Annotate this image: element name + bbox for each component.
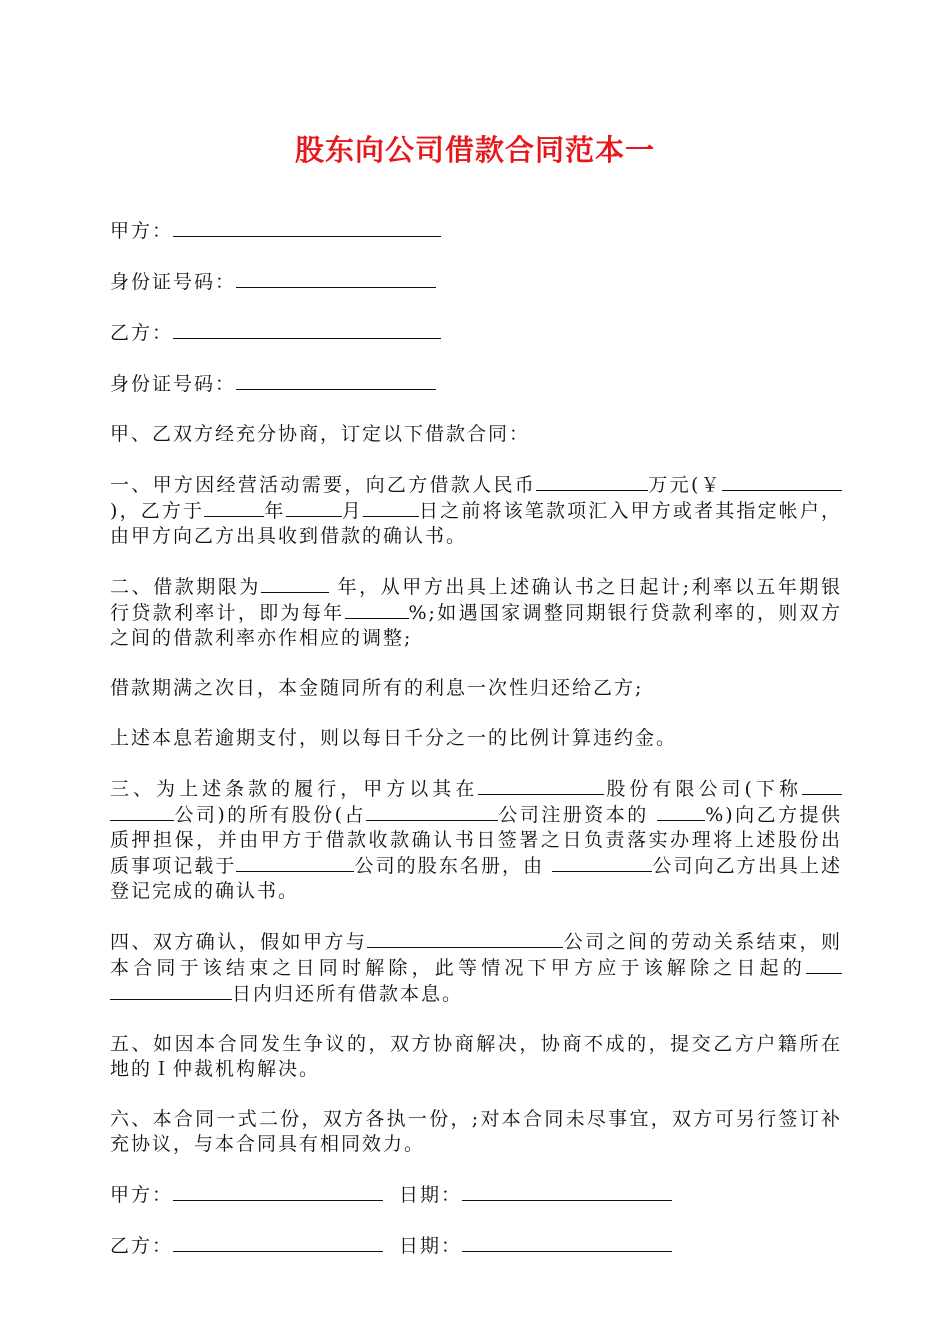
intro-paragraph: 甲、乙双方经充分协商，订定以下借款合同： [110,423,531,445]
party-b-field: 乙方： [110,320,842,346]
document-title: 股东向公司借款合同范本一 [294,133,655,167]
clause-5: 五、如因本合同发生争议的，双方协商解决，协商不成的，提交乙方户籍所在地的Ｉ仲裁机构解决。 [110,1033,842,1080]
party-b-id-field: 身份证号码： [110,371,842,397]
penalty-paragraph: 上述本息若逾期支付，则以每日千分之一的比例计算违约金。 [110,727,678,749]
signature-line-party-b: 乙方： 日期： [110,1233,842,1259]
signature-line-party-a: 甲方： 日期： [110,1182,842,1208]
party-a-date-blank [462,1182,672,1201]
party-b-signature-blank [173,1233,383,1252]
party-b-id-blank [236,371,436,390]
clause-6: 六、本合同一式二份，双方各执一份，;对本合同未尽事宜，双方可另行签订补充协议，与本合同具有相同效力。 [110,1108,842,1155]
clause-4: 四、双方确认，假如甲方与 公司之间的劳动关系结束，则本合同于该结束之日同时解除，此等情况下甲方应于该解除之日起的日内归还所有借款本息。 [110,931,842,1005]
party-a-field: 甲方： [110,218,842,244]
party-a-id-field: 身份证号码： [110,269,842,295]
clause-3: 三、为上述条款的履行，甲方以其在 股份有限公司(下称公司)的所有股份(占 公司注册资本的 %)向乙方提供质押担保，并由甲方于借款收款确认书日签署之日负责落实办理将上述股份出质事项记载于 公司的股东名册，由 公司向乙方出具上述登记完成的确认书。 [110,778,843,902]
repayment-paragraph: 借款期满之次日，本金随同所有的利息一次性归还给乙方; [110,677,644,699]
party-b-date-blank [462,1233,672,1252]
party-b-blank [173,320,441,339]
clause-1: 一、甲方因经营活动需要，向乙方借款人民币 万元(￥)，乙方于 年 月 日之前将该笔款项汇入甲方或者其指定帐户，由甲方向乙方出具收到借款的确认书。 [110,474,842,547]
party-a-blank [173,218,441,237]
party-a-id-blank [236,269,436,288]
clause-2: 二、借款期限为 年，从甲方出具上述确认书之日起计;利率以五年期银行贷款利率计，即为每年 %;如遇国家调整同期银行贷款利率的，则双方之间的借款利率亦作相应的调整; [110,576,842,649]
party-a-signature-blank [173,1182,383,1201]
document-body [110,218,842,1259]
